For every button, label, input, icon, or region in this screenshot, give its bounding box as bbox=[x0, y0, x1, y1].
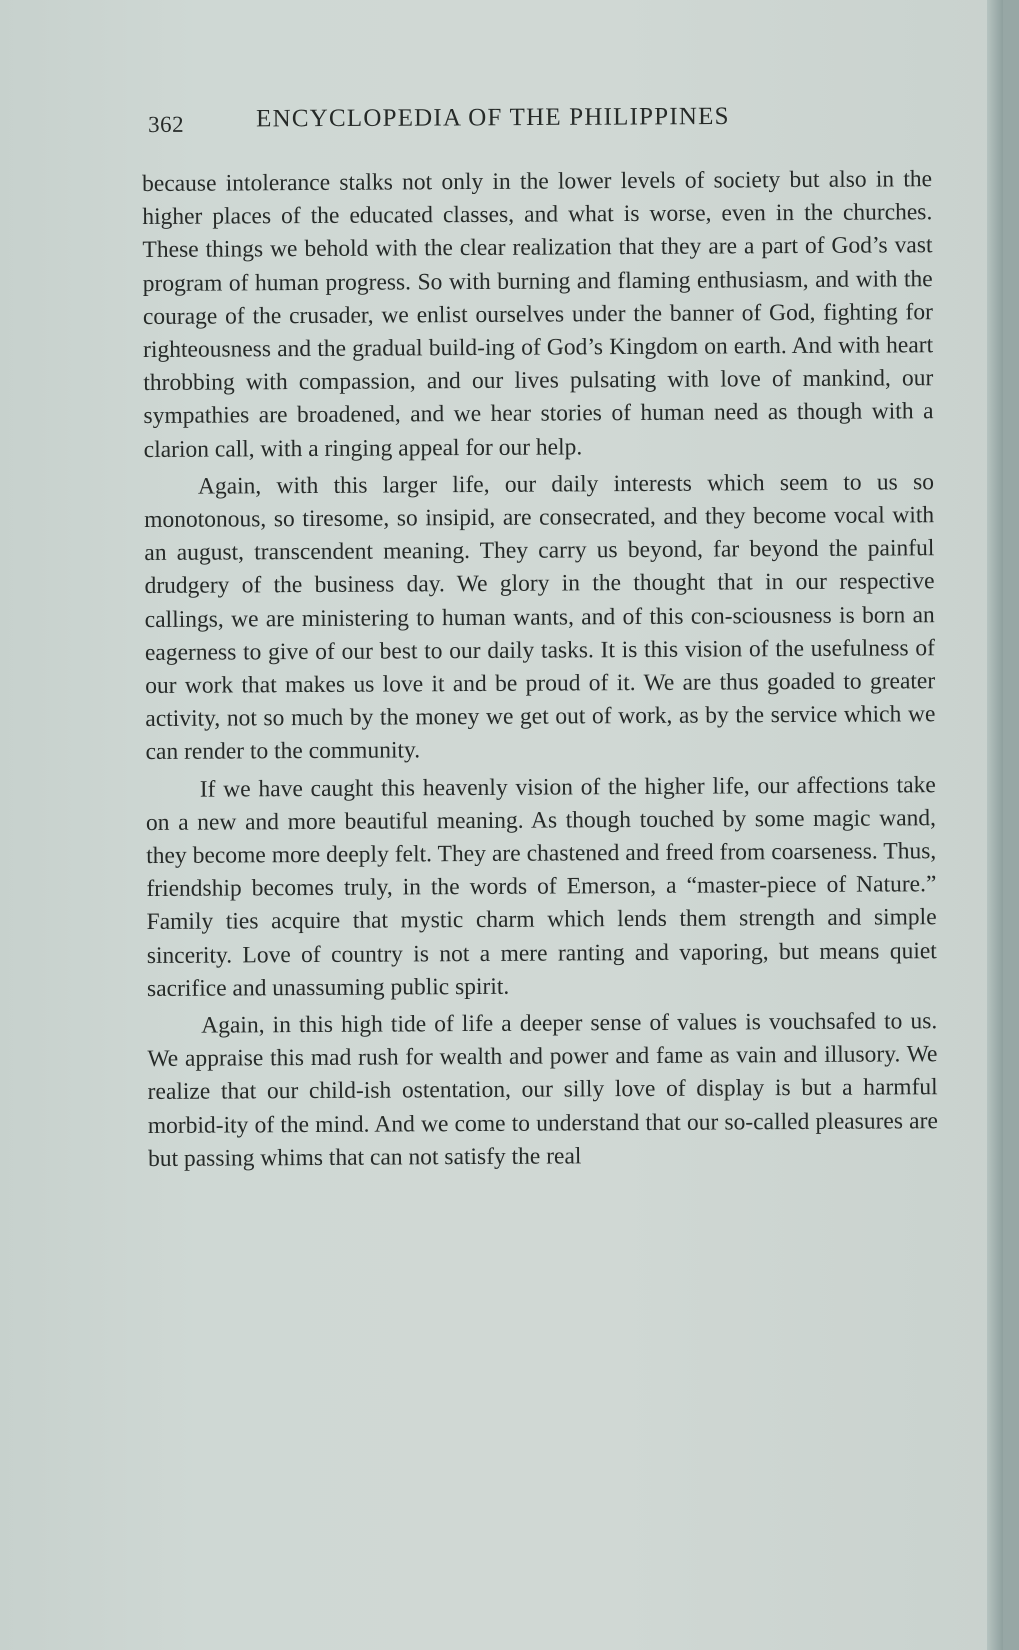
running-title: ENCYCLOPEDIA OF THE PHILIPPINES bbox=[256, 102, 730, 133]
paragraph-1: because intolerance stalks not only in the lower levels of society but also in the higher places of the educated classes, and what is worse, even in the churches. These things we behold with the clear realization that they are a part of God’s vast program of human progress. So with burning and flaming enthusiasm, and with the courage of the crusader, we enlist ourselves under the banner of God, fighting for righteousness and the gradual build-ing of God’s Kingdom on earth. And with heart throbbing with compassion, and our lives pulsating with love of mankind, our sympathies are broadened, and we hear stories of human need as though with a clarion call, with a ringing appeal for our help. bbox=[142, 166, 934, 463]
paragraph-2: Again, with this larger life, our daily interests which seem to us so monotonous, so tiresome, so insipid, are consecrated, and they become vocal with an august, transcendent meaning. They carry us beyond, far beyond the painful drudgery of the business day. We glory in the thought that in our respective callings, we are ministering to human wants, and of this con-sciousness is born an eagerness to give of our best to our daily tasks. It is this vision of the usefulness of our work that makes us love it and be proud of it. We are thus goaded to greater activity, not so much by the money we get out of work, as by the service which we can render to the community. bbox=[144, 468, 936, 766]
paragraph-4: Again, in this high tide of life a deeper sense of values is vouchsafed to us. We appraise this mad rush for wealth and power and fame as vain and illusory. We realize that our child-ish ostentation, our silly love of display is but a harmful morbid-ity of the mind. And we come to understand that our so-called pleasures are but passing whims that can not satisfy the real bbox=[147, 1008, 938, 1172]
page-edge-shadow bbox=[987, 0, 1003, 1650]
paragraph-3: If we have caught this heavenly vision of the higher life, our affections take on a new and more beautiful meaning. As though touched by some magic wand, they become more deeply felt. They are chastened and freed from coarseness. Thus, friendship becomes truly, in the words of Emerson, a “master-piece of Nature.” Family ties acquire that mystic charm which lends them strength and simple sincerity. Love of country is not a mere ranting and vaporing, but means quiet sacrifice and unassuming public spirit. bbox=[145, 771, 937, 1002]
page-number: 362 bbox=[148, 111, 185, 137]
body-text bbox=[142, 163, 938, 1180]
running-head bbox=[148, 96, 848, 140]
